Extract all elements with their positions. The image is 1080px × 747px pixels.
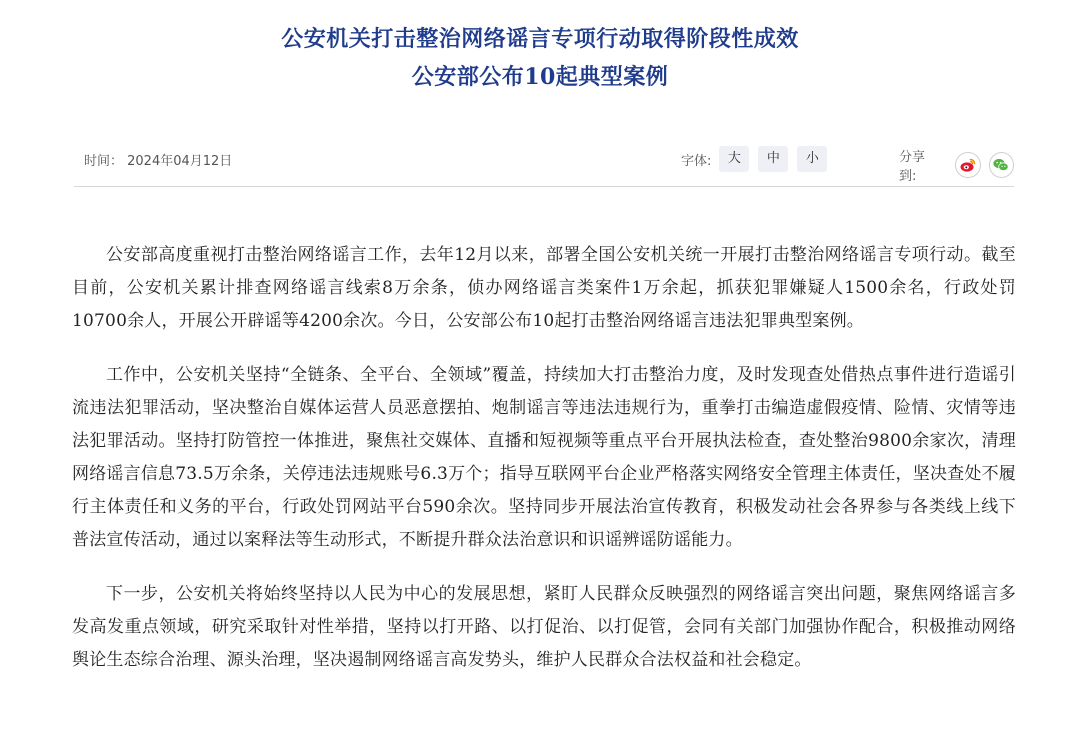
font-size-large-button[interactable]: 大 <box>719 146 749 172</box>
font-size-selector <box>681 146 827 172</box>
wechat-icon[interactable] <box>989 152 1014 178</box>
font-size-small-button[interactable]: 小 <box>797 146 827 172</box>
meta-bar <box>74 138 1014 187</box>
page-subtitle: 公安部公布10起典型案例 <box>411 64 669 90</box>
publish-date: 时间： 2024年04月12日 <box>84 154 233 169</box>
share-bar <box>899 146 1014 184</box>
page-title: 公安机关打击整治网络谣言专项行动取得阶段性成效 <box>281 26 799 52</box>
article-paragraph: 工作中，公安机关坚持“全链条、全平台、全领域”覆盖，持续加大打击整治力度，及时发现查处借热点事件进行造谣引流违法犯罪活动，坚决整治自媒体运营人员恶意摆拍、炮制谣言等违法违规行为，重拳打击编造虚假疫情、险情、灾情等违法犯罪活动。坚持打防管控一体推进，聚焦社交媒体、直播和短视频等重点平台开展执法检查，查处整治9800余家次，清理网络谣言信息73.5万余条，关停违法违规账号6.3万个；指导互联网平台企业严格落实网络安全管理主体责任，坚决查处不履行主体责任和义务的平台，行政处罚网站平台590余次。坚持同步开展法治宣传教育，积极发动社会各界参与各类线上线下普法宣传活动，通过以案释法等生动形式，不断提升群众法治意识和识谣辨谣防谣能力。 <box>72 365 1016 550</box>
weibo-icon[interactable] <box>955 152 980 178</box>
article-header <box>0 20 1080 96</box>
font-size-medium-button[interactable]: 中 <box>758 146 788 172</box>
article-body <box>72 239 1016 698</box>
share-label: 分享到: <box>899 150 926 184</box>
font-size-label: 字体: <box>681 153 712 169</box>
article-paragraph: 公安部高度重视打击整治网络谣言工作，去年12月以来，部署全国公安机关统一开展打击整治网络谣言专项行动。截至目前，公安机关累计排查网络谣言线索8万余条，侦办网络谣言类案件1万余起，抓获犯罪嫌疑人1500余名，行政处罚10700余人，开展公开辟谣等4200余次。今日，公安部公布10起打击整治网络谣言违法犯罪典型案例。 <box>72 245 1016 331</box>
article-paragraph: 下一步，公安机关将始终坚持以人民为中心的发展思想，紧盯人民群众反映强烈的网络谣言突出问题，聚焦网络谣言多发高发重点领域，研究采取针对性举措，坚持以打开路、以打促治、以打促管，会同有关部门加强协作配合，积极推动网络舆论生态综合治理、源头治理，坚决遏制网络谣言高发势头，维护人民群众合法权益和社会稳定。 <box>72 584 1016 670</box>
